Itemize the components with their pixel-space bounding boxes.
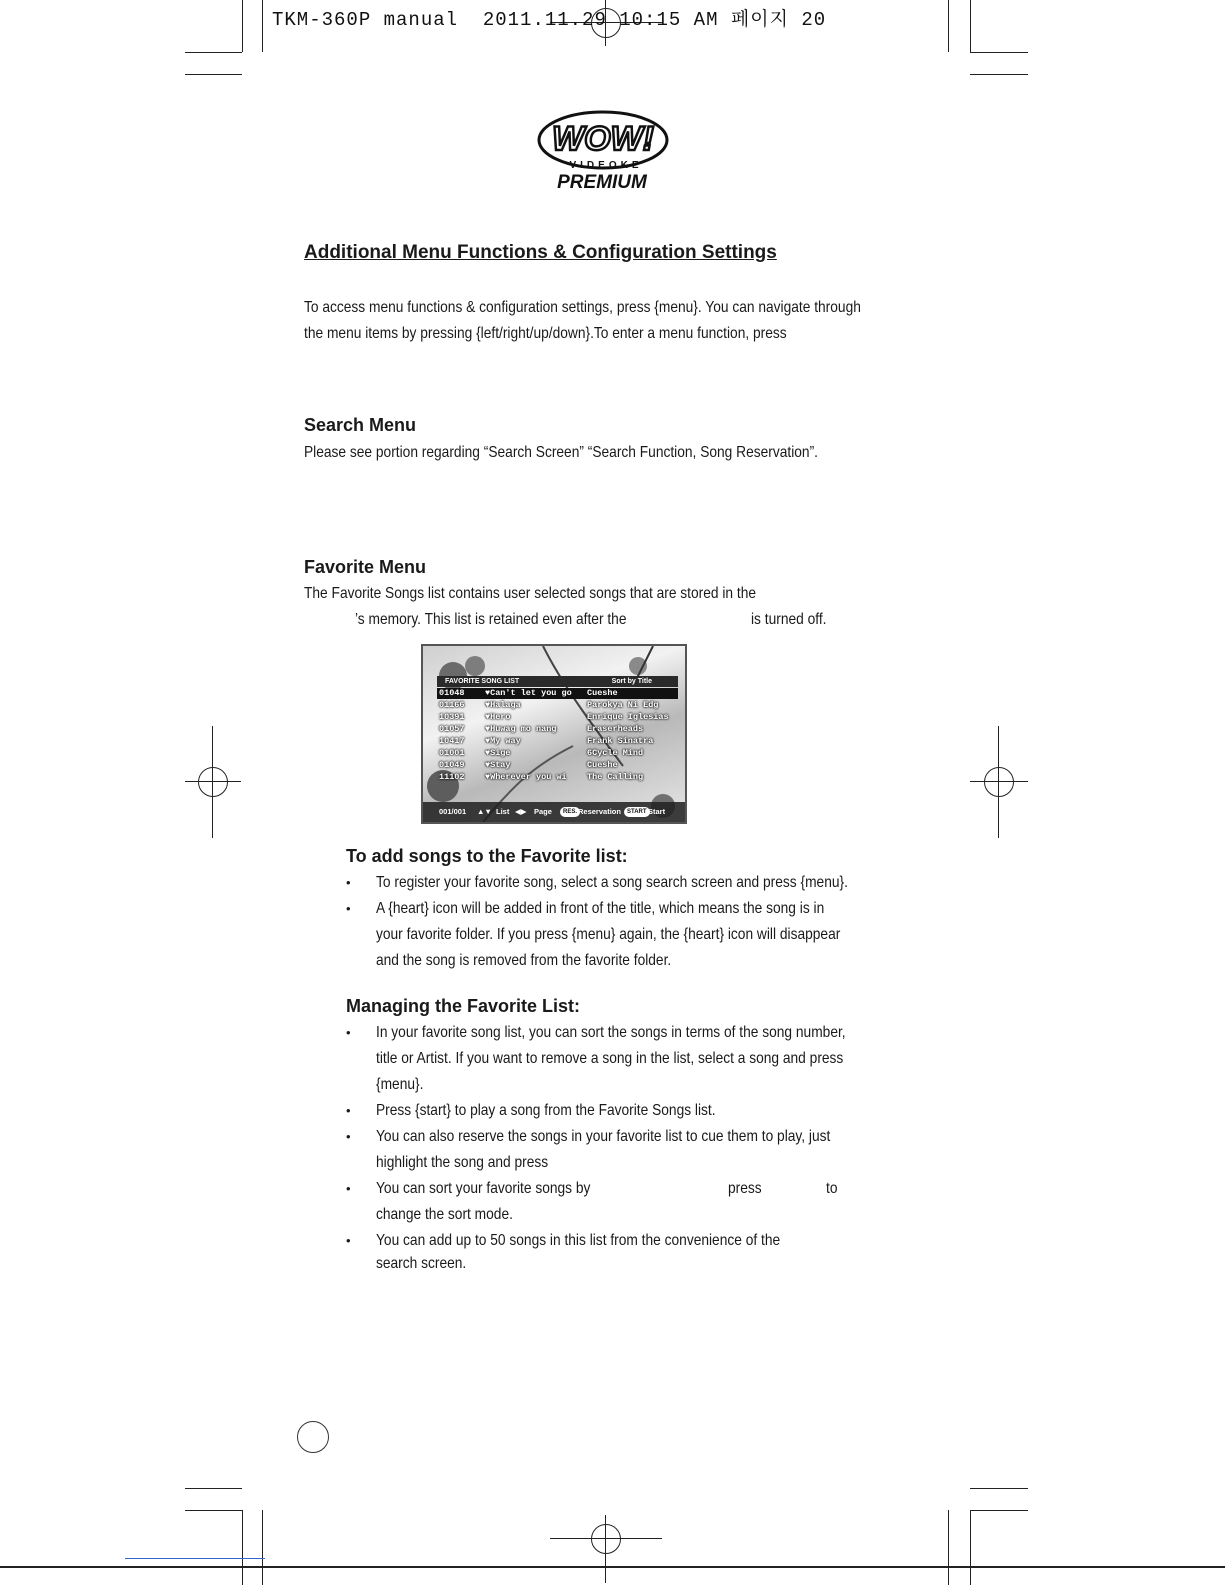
crop-mark	[970, 1510, 971, 1585]
song-number: 01048	[439, 688, 465, 698]
song-artist: Cueshe	[587, 760, 618, 770]
song-row[interactable]	[437, 700, 678, 711]
song-artist: Eraserheads	[587, 724, 644, 734]
crop-mark	[970, 0, 971, 52]
song-row[interactable]	[437, 748, 678, 759]
section-title: Additional Menu Functions & Configuration Settings	[304, 242, 777, 263]
reservation-label: Reservation	[578, 807, 621, 816]
song-artist: The Calling	[587, 772, 644, 782]
list-item: • In your favorite song list, you can sort the songs in terms of the song number, title or Artist. If you want to remove a song in the list, select a song and press {menu}.	[346, 1020, 871, 1098]
print-slug-line: TKM-360P manual 2011.11.29 10:15 AM 페이지 20	[272, 9, 827, 31]
left-right-icon: ◀▶	[515, 807, 527, 816]
logo-brand: WOW!	[552, 120, 654, 158]
list-item: • Press {start} to play a song from the Favorite Songs list.	[346, 1098, 871, 1124]
crop-mark	[242, 0, 243, 52]
song-artist: Frank Sinatra	[587, 736, 654, 746]
favorite-menu-line2a: ’s memory. This list is retained even after the	[355, 611, 627, 628]
song-number: 10417	[439, 736, 465, 746]
list-item: • You can also reserve the songs in your favorite list to cue them to play, just highlight the song and press	[346, 1124, 871, 1176]
song-title: ♥Wherever you wi	[485, 772, 567, 782]
favorite-menu-heading: Favorite Menu	[304, 557, 427, 577]
song-number: 10391	[439, 712, 465, 722]
list-item: • A {heart} icon will be added in front of the title, which means the song is in your favorite folder. If you press {menu} again, the {heart} icon will disappear and the song is removed from the favorite folder.	[346, 896, 871, 974]
add-songs-list	[346, 870, 871, 974]
song-title: ♥Sige	[485, 748, 511, 758]
page-label: Page	[534, 807, 552, 816]
crop-mark	[185, 1488, 242, 1489]
song-number: 01057	[439, 724, 465, 734]
intro-line: To access menu functions & configuration settings, press {menu}. You can navigate through	[304, 299, 861, 316]
crop-mark	[948, 1510, 949, 1585]
registration-circle	[198, 767, 228, 797]
crop-mark	[262, 1510, 263, 1585]
crop-mark	[970, 1488, 1028, 1489]
song-title: ♥Huwag mo nang	[485, 724, 557, 734]
search-menu-heading: Search Menu	[304, 415, 417, 435]
crop-mark	[185, 74, 242, 75]
registration-circle	[591, 1524, 621, 1554]
song-title: ♥My way	[485, 736, 521, 746]
logo-tagline: PREMIUM	[557, 172, 647, 193]
song-number: 11102	[439, 772, 465, 782]
song-row[interactable]	[437, 688, 678, 699]
crop-mark	[185, 1510, 242, 1511]
crop-mark	[262, 0, 263, 52]
logo-sub: VIDEOKE	[569, 160, 643, 171]
res-key-icon: RES.	[560, 807, 580, 817]
up-down-icon: ▲▼	[477, 807, 492, 816]
song-artist: Enrique Iglesias	[587, 712, 669, 722]
favorite-menu-line1: The Favorite Songs list contains user selected songs that are stored in the	[304, 585, 757, 602]
page-indicator: 001/001	[439, 807, 467, 816]
search-menu-text: Please see portion regarding “Search Screen” “Search Function, Song Reservation”.	[304, 444, 818, 461]
song-artist: Cueshe	[587, 688, 618, 698]
registration-circle	[984, 767, 1014, 797]
song-row[interactable]	[437, 724, 678, 735]
song-artist: 6Cycle Mind	[587, 748, 644, 758]
song-title: ♥Halaga	[485, 700, 521, 710]
song-number: 01049	[439, 760, 465, 770]
start-key-icon: START	[624, 807, 650, 817]
song-title: ♥Hero	[485, 712, 511, 722]
song-number: 01001	[439, 748, 465, 758]
song-artist: Parokya Ni Edg	[587, 700, 659, 710]
list-label: List	[496, 807, 510, 816]
crop-mark	[970, 52, 1028, 53]
start-label: Start	[648, 807, 666, 816]
song-number: 01166	[439, 700, 465, 710]
list-item: • You can add up to 50 songs in this list from the convenience of the search screen.	[346, 1228, 871, 1274]
page-edge	[0, 1566, 1225, 1568]
add-songs-heading: To add songs to the Favorite list:	[346, 846, 628, 866]
song-title: ♥Can't let you go	[485, 688, 572, 698]
song-row[interactable]	[437, 772, 678, 783]
managing-heading: Managing the Favorite List:	[346, 996, 581, 1016]
favorite-menu-line2b: is turned off.	[751, 611, 827, 628]
managing-list	[346, 1020, 871, 1274]
song-title: ♥Stay	[485, 760, 511, 770]
crop-mark	[948, 0, 949, 52]
sort-label: Sort by Title	[611, 678, 652, 685]
song-row[interactable]	[437, 736, 678, 747]
list-item: • To register your favorite song, select a song search screen and press {menu}.	[346, 870, 871, 896]
crop-mark	[242, 1510, 243, 1585]
crop-mark	[185, 52, 242, 53]
song-row[interactable]	[437, 760, 678, 771]
list-header	[437, 676, 678, 687]
crop-mark	[970, 1510, 1028, 1511]
intro-line: the menu items by pressing {left/right/up/down}.To enter a menu function, press	[304, 325, 787, 342]
song-row[interactable]	[437, 712, 678, 723]
favorite-song-list-screenshot	[421, 644, 687, 824]
list-header-title: FAVORITE SONG LIST	[445, 678, 520, 685]
crop-mark	[970, 74, 1028, 75]
page-number-circle	[297, 1421, 329, 1453]
list-item: • You can sort your favorite songs by press to change the sort mode.	[346, 1176, 871, 1228]
list-footer	[423, 802, 685, 822]
link-underline	[125, 1558, 265, 1559]
wow-videoke-logo	[536, 106, 676, 196]
intro-paragraph	[304, 295, 952, 347]
